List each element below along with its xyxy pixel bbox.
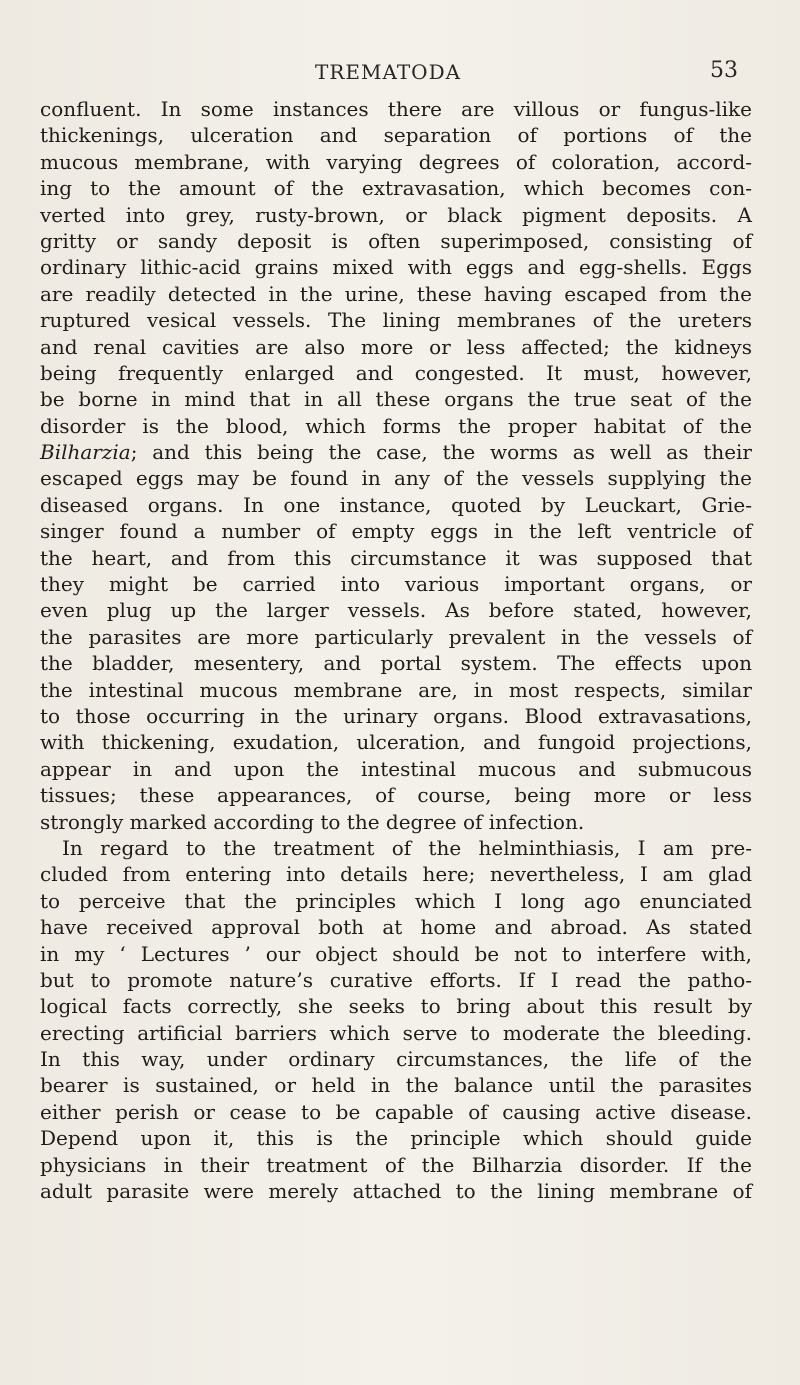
- text-line: the parasites are more particularly prevalent in the vessels of: [40, 624, 752, 649]
- text-line-rest: ; and this being the case, the worms as well as their: [130, 440, 752, 465]
- text-line: erecting artificial barriers which serve to moderate the bleeding.: [40, 1020, 752, 1045]
- text-line: Depend upon it, this is the principle which should guide: [40, 1126, 752, 1151]
- text-line: have received approval both at home and abroad. As stated: [40, 915, 752, 940]
- text-line: physicians in their treatment of the Bilharzia disorder. If the: [40, 1152, 752, 1177]
- text-line: logical facts correctly, she seeks to bring about this result by: [40, 994, 752, 1019]
- running-head: TREMATODA: [315, 60, 462, 84]
- text-line: they might be carried into various important organs, or: [40, 572, 752, 597]
- text-line: strongly marked according to the degree of infection.: [40, 809, 585, 834]
- text-line-with-italic: [40, 439, 752, 465]
- text-line: verted into grey, rusty-brown, or black pigment deposits. A: [40, 202, 752, 227]
- text-line: but to promote nature’s curative efforts. If I read the patho-: [40, 967, 752, 992]
- text-line: tissues; these appearances, of course, being more or less: [40, 783, 752, 808]
- text-line: the heart, and from this circumstance it was supposed that: [40, 545, 752, 570]
- text-line: the intestinal mucous membrane are, in most respects, similar: [40, 677, 752, 702]
- text-line: thickenings, ulceration and separation of portions of the: [40, 123, 752, 148]
- text-line: disorder is the blood, which forms the proper habitat of the: [40, 413, 752, 438]
- text-line: escaped eggs may be found in any of the vessels supplying the: [40, 466, 752, 491]
- text-line: the bladder, mesentery, and portal system. The effects upon: [40, 651, 752, 676]
- text-line: ruptured vesical vessels. The lining membranes of the ureters: [40, 308, 752, 333]
- text-line: adult parasite were merely attached to the lining membrane of: [40, 1179, 752, 1204]
- text-line: confluent. In some instances there are villous or fungus-like: [40, 97, 752, 121]
- italic-term: Bilharzia: [40, 440, 131, 465]
- page-number: 53: [710, 58, 738, 83]
- text-line: in my ‘ Lectures ’ our object should be not to interfere with,: [40, 941, 752, 966]
- text-line: to those occurring in the urinary organs. Blood extravasations,: [40, 703, 752, 728]
- text-line: cluded from entering into details here; nevertheless, I am glad: [40, 862, 752, 887]
- text-line: are readily detected in the urine, these having escaped from the: [40, 281, 752, 306]
- text-line: ing to the amount of the extravasation, which becomes con-: [40, 176, 752, 201]
- text-line: ordinary lithic-acid grains mixed with eggs and egg-shells. Eggs: [40, 255, 752, 280]
- text-line: appear in and upon the intestinal mucous and submucous: [40, 756, 752, 781]
- text-line: In regard to the treatment of the helminthiasis, I am pre-: [62, 835, 752, 860]
- text-line: In this way, under ordinary circumstances, the life of the: [40, 1047, 752, 1072]
- text-line: and renal cavities are also more or less affected; the kidneys: [40, 334, 752, 359]
- text-line: singer found a number of empty eggs in the left ventricle of: [40, 519, 752, 544]
- text-line: either perish or cease to be capable of causing active disease.: [40, 1099, 752, 1124]
- text-line: with thickening, exudation, ulceration, and fungoid projections,: [40, 730, 752, 755]
- text-line: mucous membrane, with varying degrees of coloration, accord-: [40, 149, 752, 174]
- body-text: [40, 96, 752, 1204]
- text-line: to perceive that the principles which I long ago enunciated: [40, 888, 752, 913]
- text-line: diseased organs. In one instance, quoted by Leuckart, Grie-: [40, 492, 752, 517]
- text-line: even plug up the larger vessels. As before stated, however,: [40, 598, 752, 623]
- text-line: bearer is sustained, or held in the balance until the parasites: [40, 1073, 752, 1098]
- text-line: be borne in mind that in all these organs the true seat of the: [40, 387, 752, 412]
- text-line: gritty or sandy deposit is often superimposed, consisting of: [40, 228, 752, 253]
- text-line: being frequently enlarged and congested. It must, however,: [40, 360, 752, 385]
